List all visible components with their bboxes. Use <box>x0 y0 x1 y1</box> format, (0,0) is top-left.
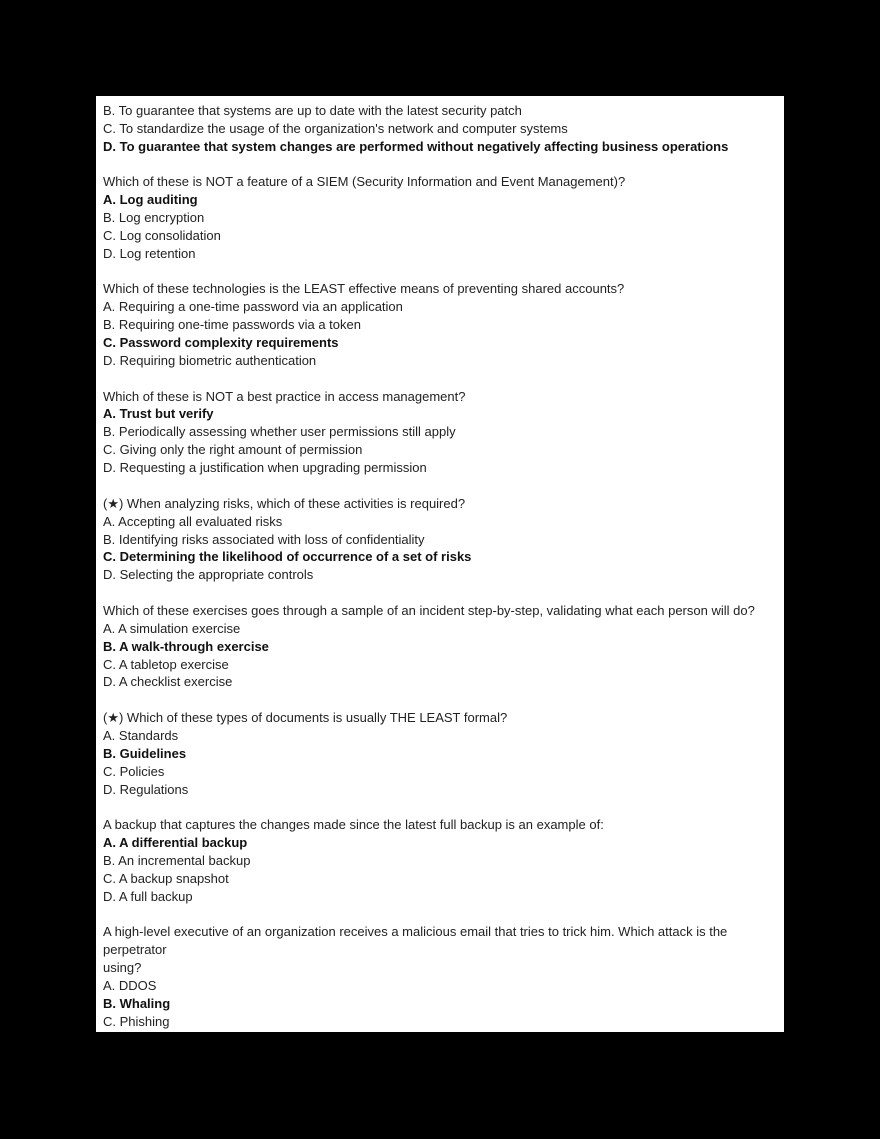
spacer <box>103 906 776 924</box>
option-b: B. To guarantee that systems are up to date with the latest security patch <box>103 103 522 118</box>
option-b: B. Periodically assessing whether user permissions still apply <box>103 424 456 440</box>
option-d: D. Regulations <box>103 781 189 797</box>
document-page <box>96 96 784 1032</box>
option-b: B. Identifying risks associated with loss of confidentiality <box>103 531 425 547</box>
spacer <box>103 691 776 709</box>
option-b: B. Log encryption <box>103 210 205 226</box>
option-d-correct: D. To guarantee that system changes are performed without negatively affecting business operations <box>103 138 729 154</box>
option-c: C. Phishing <box>103 1013 170 1029</box>
question-text: Which of these is NOT a feature of a SIEM (Security Information and Event Management)? <box>103 174 626 190</box>
question-text-line-1: A high-level executive of an organization receives a malicious email that tries to trick him. Which attack is the <box>103 924 728 940</box>
question-tail-previous <box>103 102 776 156</box>
option-c-correct: C. Determining the likelihood of occurrence of a set of risks <box>103 549 472 565</box>
option-a: A. DDOS <box>103 977 157 993</box>
option-a-correct: A. Log auditing <box>103 192 198 208</box>
question-text-line-2: perpetrator <box>103 942 167 958</box>
option-c: C. Policies <box>103 763 165 779</box>
question-document-types <box>103 709 776 799</box>
question-shared-accounts <box>103 280 776 370</box>
question-text: Which of these technologies is the LEAST effective means of preventing shared accounts? <box>103 281 625 297</box>
option-b-correct: B. A walk-through exercise <box>103 638 269 654</box>
question-text-line-3: using? <box>103 960 142 975</box>
option-c: C. Giving only the right amount of permission <box>103 442 363 458</box>
option-c-correct: C. Password complexity requirements <box>103 335 339 351</box>
option-b-correct: B. Guidelines <box>103 745 187 761</box>
option-a: A. Standards <box>103 727 179 743</box>
question-exercises <box>103 602 776 692</box>
option-a-correct: A. A differential backup <box>103 834 248 850</box>
option-a: A. Accepting all evaluated risks <box>103 513 283 529</box>
spacer <box>103 584 776 602</box>
option-a-correct: A. Trust but verify <box>103 406 214 422</box>
option-c: C. A backup snapshot <box>103 870 229 886</box>
option-b: B. An incremental backup <box>103 852 251 868</box>
question-text: Which of these is NOT a best practice in access management? <box>103 388 466 404</box>
spacer <box>103 263 776 281</box>
option-b-correct: B. Whaling <box>103 995 171 1011</box>
question-siem <box>103 173 776 263</box>
option-a: A. A simulation exercise <box>103 620 241 636</box>
option-a: A. Requiring a one-time password via an application <box>103 299 403 315</box>
option-c: C. Log consolidation <box>103 228 221 244</box>
option-c: C. A tabletop exercise <box>103 656 229 672</box>
question-text: (★) When analyzing risks, which of these activities is required? <box>103 495 466 511</box>
option-d: D. Requesting a justification when upgrading permission <box>103 460 427 476</box>
option-b: B. Requiring one-time passwords via a token <box>103 317 361 333</box>
option-d: D. A checklist exercise <box>103 674 233 690</box>
question-text: (★) Which of these types of documents is usually THE LEAST formal? <box>103 709 508 725</box>
question-text: Which of these exercises goes through a sample of an incident step-by-step, validating what each person will do? <box>103 602 755 618</box>
question-backup <box>103 816 776 906</box>
spacer <box>103 798 776 816</box>
option-d: D. Requiring biometric authentication <box>103 353 317 369</box>
option-d: D. Log retention <box>103 245 196 261</box>
option-d: D. Selecting the appropriate controls <box>103 567 314 583</box>
option-c: C. To standardize the usage of the organization's network and computer systems <box>103 120 568 136</box>
question-analyzing-risks <box>103 495 776 585</box>
spacer <box>103 477 776 495</box>
question-text: A backup that captures the changes made since the latest full backup is an example of: <box>103 817 604 833</box>
question-executive-email-attack <box>103 923 776 1030</box>
spacer <box>103 370 776 388</box>
spacer <box>103 156 776 174</box>
question-access-management <box>103 388 776 478</box>
document-content <box>103 102 776 1031</box>
option-d: D. A full backup <box>103 888 193 904</box>
